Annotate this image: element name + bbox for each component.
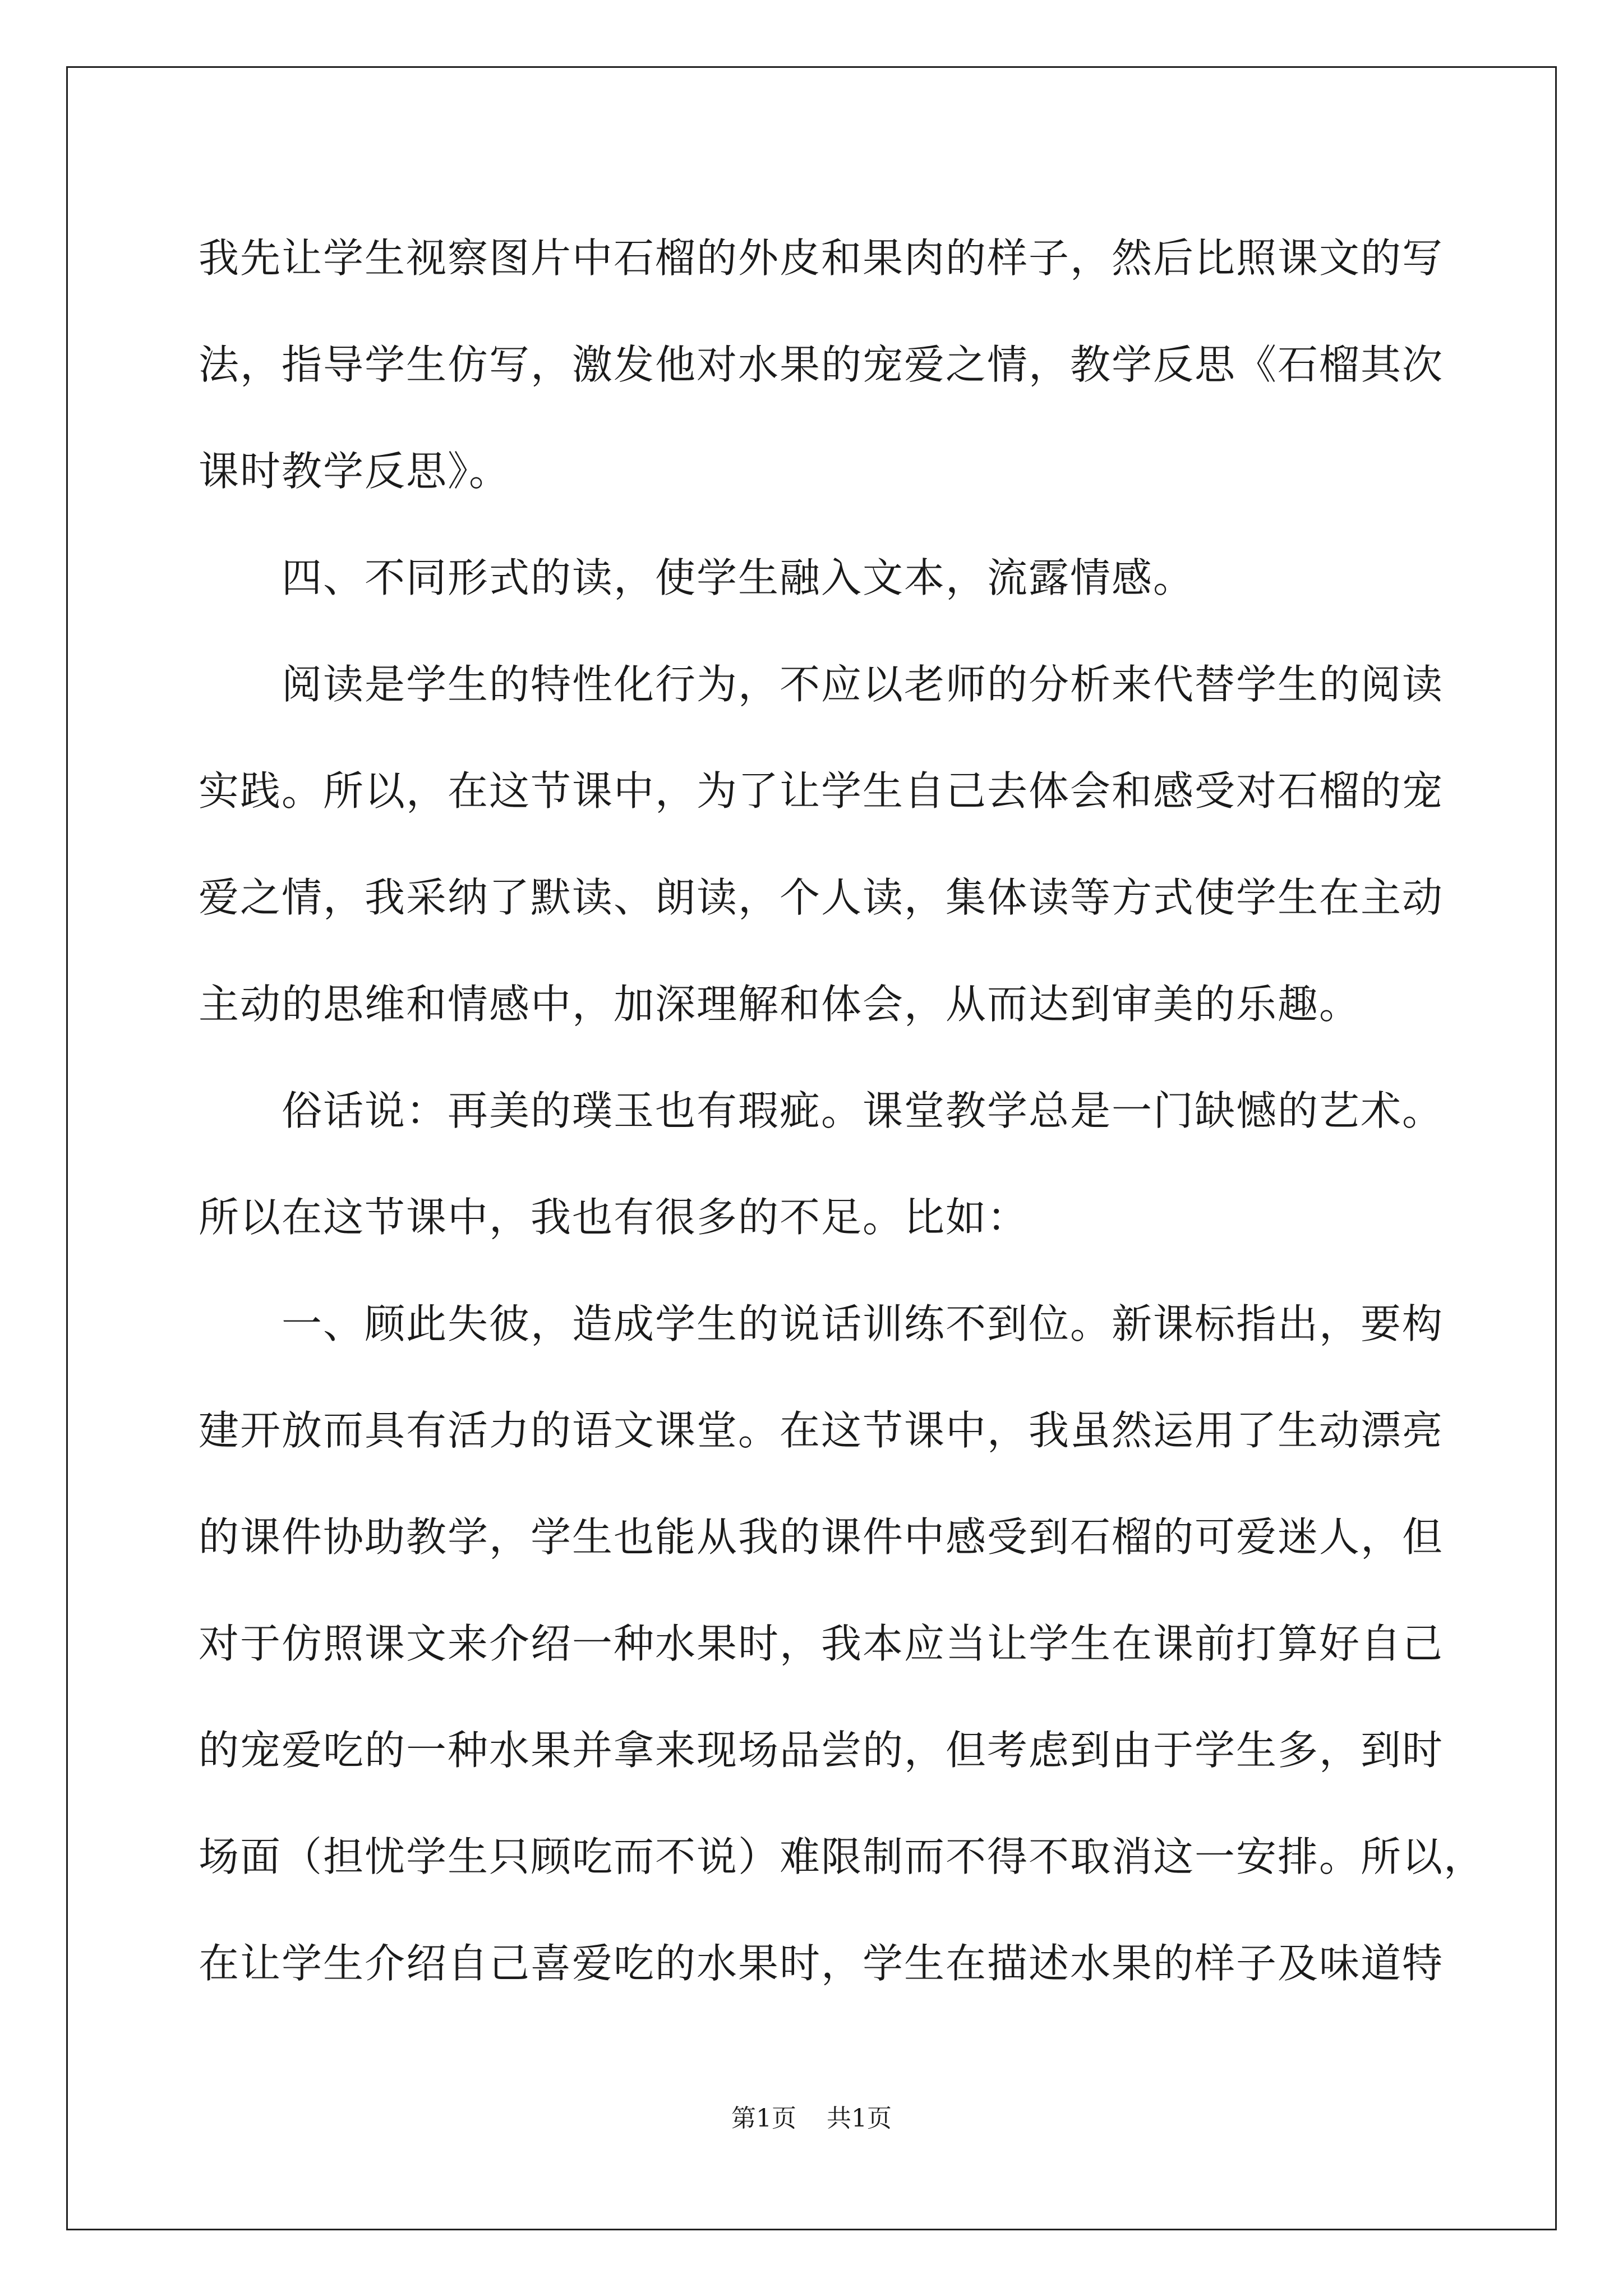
text-line: 的宠爱吃的一种水果并拿来现场品尝的，但考虑到由于学生多，到时 bbox=[199, 1727, 1444, 1774]
section-heading: 四、不同形式的读，使学生融入文本，流露情感。 bbox=[199, 554, 1195, 601]
text-line: 俗话说：再美的璞玉也有瑕疵。课堂教学总是一门缺憾的艺术。 bbox=[199, 1087, 1444, 1134]
document-body bbox=[199, 205, 1486, 2017]
text-line: 实践。所以，在这节课中，为了让学生自己去体会和感受对石榴的宠 bbox=[199, 767, 1444, 815]
text-line: 对于仿照课文来介绍一种水果时，我本应当让学生在课前打算好自己 bbox=[199, 1620, 1444, 1667]
page-total: 共1页 bbox=[827, 2104, 892, 2133]
text-line: 的课件协助教学，学生也能从我的课件中感受到石榴的可爱迷人，但 bbox=[199, 1513, 1444, 1561]
page-number: 第1页 bbox=[731, 2104, 796, 2133]
text-line: 一、顾此失彼，造成学生的说话训练不到位。新课标指出，要构 bbox=[199, 1300, 1444, 1347]
text-line: 我先让学生视察图片中石榴的外皮和果肉的样子，然后比照课文的写 bbox=[199, 234, 1444, 282]
paragraph bbox=[199, 524, 1460, 631]
text-line: 场面（担忧学生只顾吃而不说）难限制而不得不取消这一安排。所以， bbox=[199, 1833, 1486, 1880]
text-line: 法，指导学生仿写，激发他对水果的宠爱之情，教学反思《石榴其次 bbox=[199, 341, 1444, 388]
text-line: 建开放而具有活力的语文课堂。在这节课中，我虽然运用了生动漂亮 bbox=[199, 1407, 1444, 1454]
paragraph bbox=[199, 631, 1460, 1057]
paragraph bbox=[199, 205, 1460, 524]
text-line: 所以在这节课中，我也有很多的不足。比如： bbox=[199, 1194, 1029, 1241]
text-line: 阅读是学生的特性化行为，不应以老师的分析来代替学生的阅读 bbox=[199, 661, 1444, 708]
paragraph bbox=[199, 1057, 1460, 1271]
page-footer bbox=[0, 2098, 1623, 2134]
paragraph bbox=[199, 1271, 1486, 2017]
text-line: 课时教学反思》。 bbox=[199, 448, 511, 495]
text-line: 主动的思维和情感中，加深理解和体会，从而达到审美的乐趣。 bbox=[199, 981, 1361, 1028]
text-line: 在让学生介绍自己喜爱吃的水果时，学生在描述水果的样子及味道特 bbox=[199, 1940, 1444, 1987]
text-line: 爱之情，我采纳了默读、朗读，个人读，集体读等方式使学生在主动 bbox=[199, 874, 1444, 921]
